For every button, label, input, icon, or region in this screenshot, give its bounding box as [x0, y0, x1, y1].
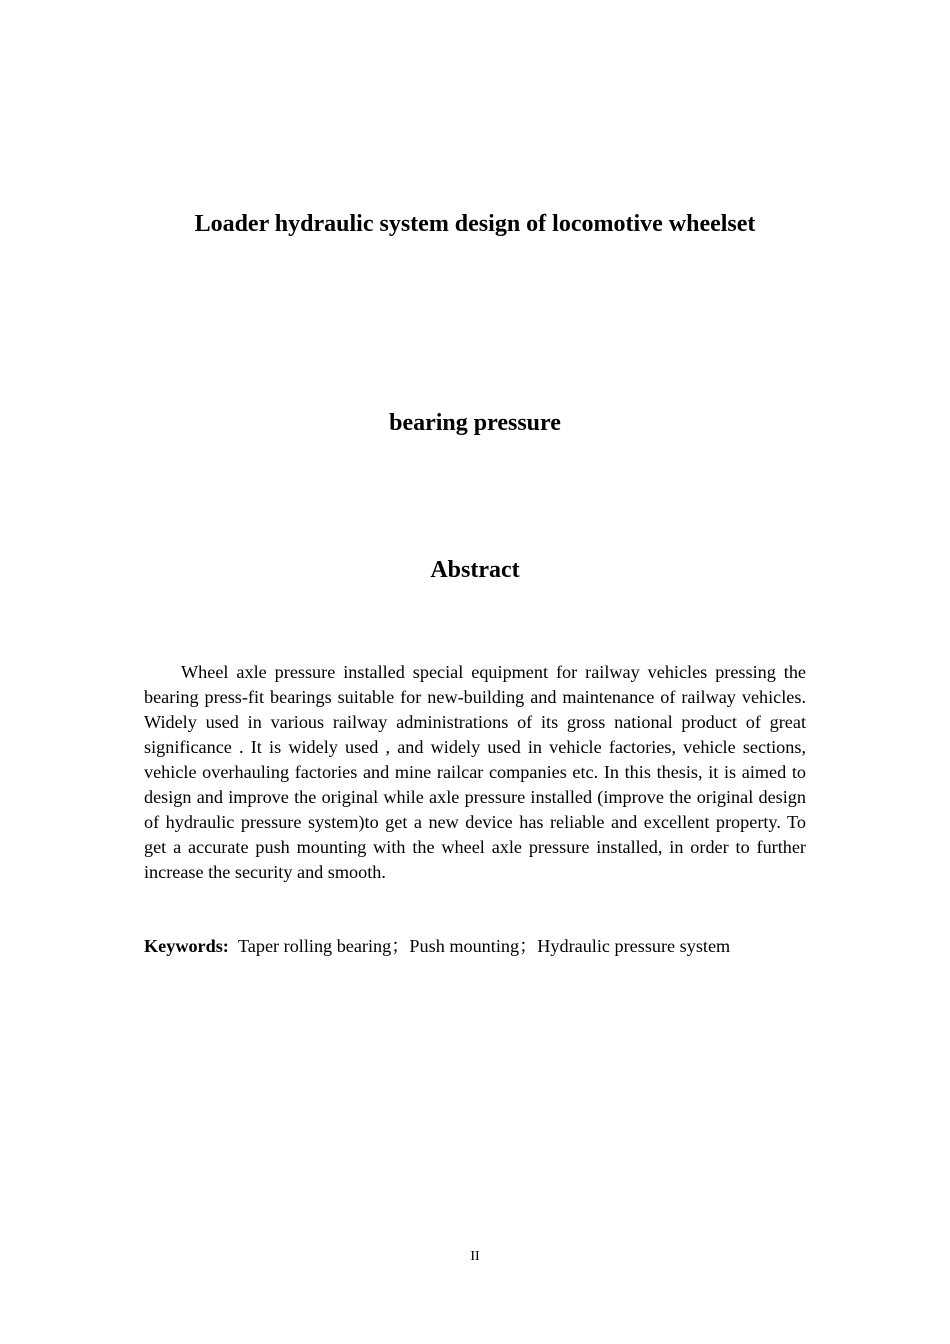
keywords-label: Keywords: [144, 936, 229, 956]
document-title: Loader hydraulic system design of locomotive wheelset [194, 211, 756, 237]
abstract-heading: Abstract [430, 557, 520, 583]
keywords-list: Taper rolling bearing；Push mounting；Hydraulic pressure system [237, 936, 731, 956]
document-subtitle: bearing pressure [389, 410, 561, 436]
abstract-paragraph: Wheel axle pressure installed special equipment for railway vehicles pressing the bearing press-fit bearings suitable for new-building and maintenance of railway vehicles. Widely used in various railway administrations of its gross national product of great significance . It is widely used , and widely used in vehicle factories, vehicle sections, vehicle overhauling factories and mine railcar companies etc. In this thesis, it is aimed to design and improve the original while axle pressure installed (improve the original design of hydraulic pressure system)to get a new device has reliable and excellent property. To get a accurate push mounting with the wheel axle pressure installed, in order to further increase the security and smooth. [144, 662, 806, 882]
keywords-line [144, 934, 806, 959]
page-number: II [470, 1249, 480, 1264]
